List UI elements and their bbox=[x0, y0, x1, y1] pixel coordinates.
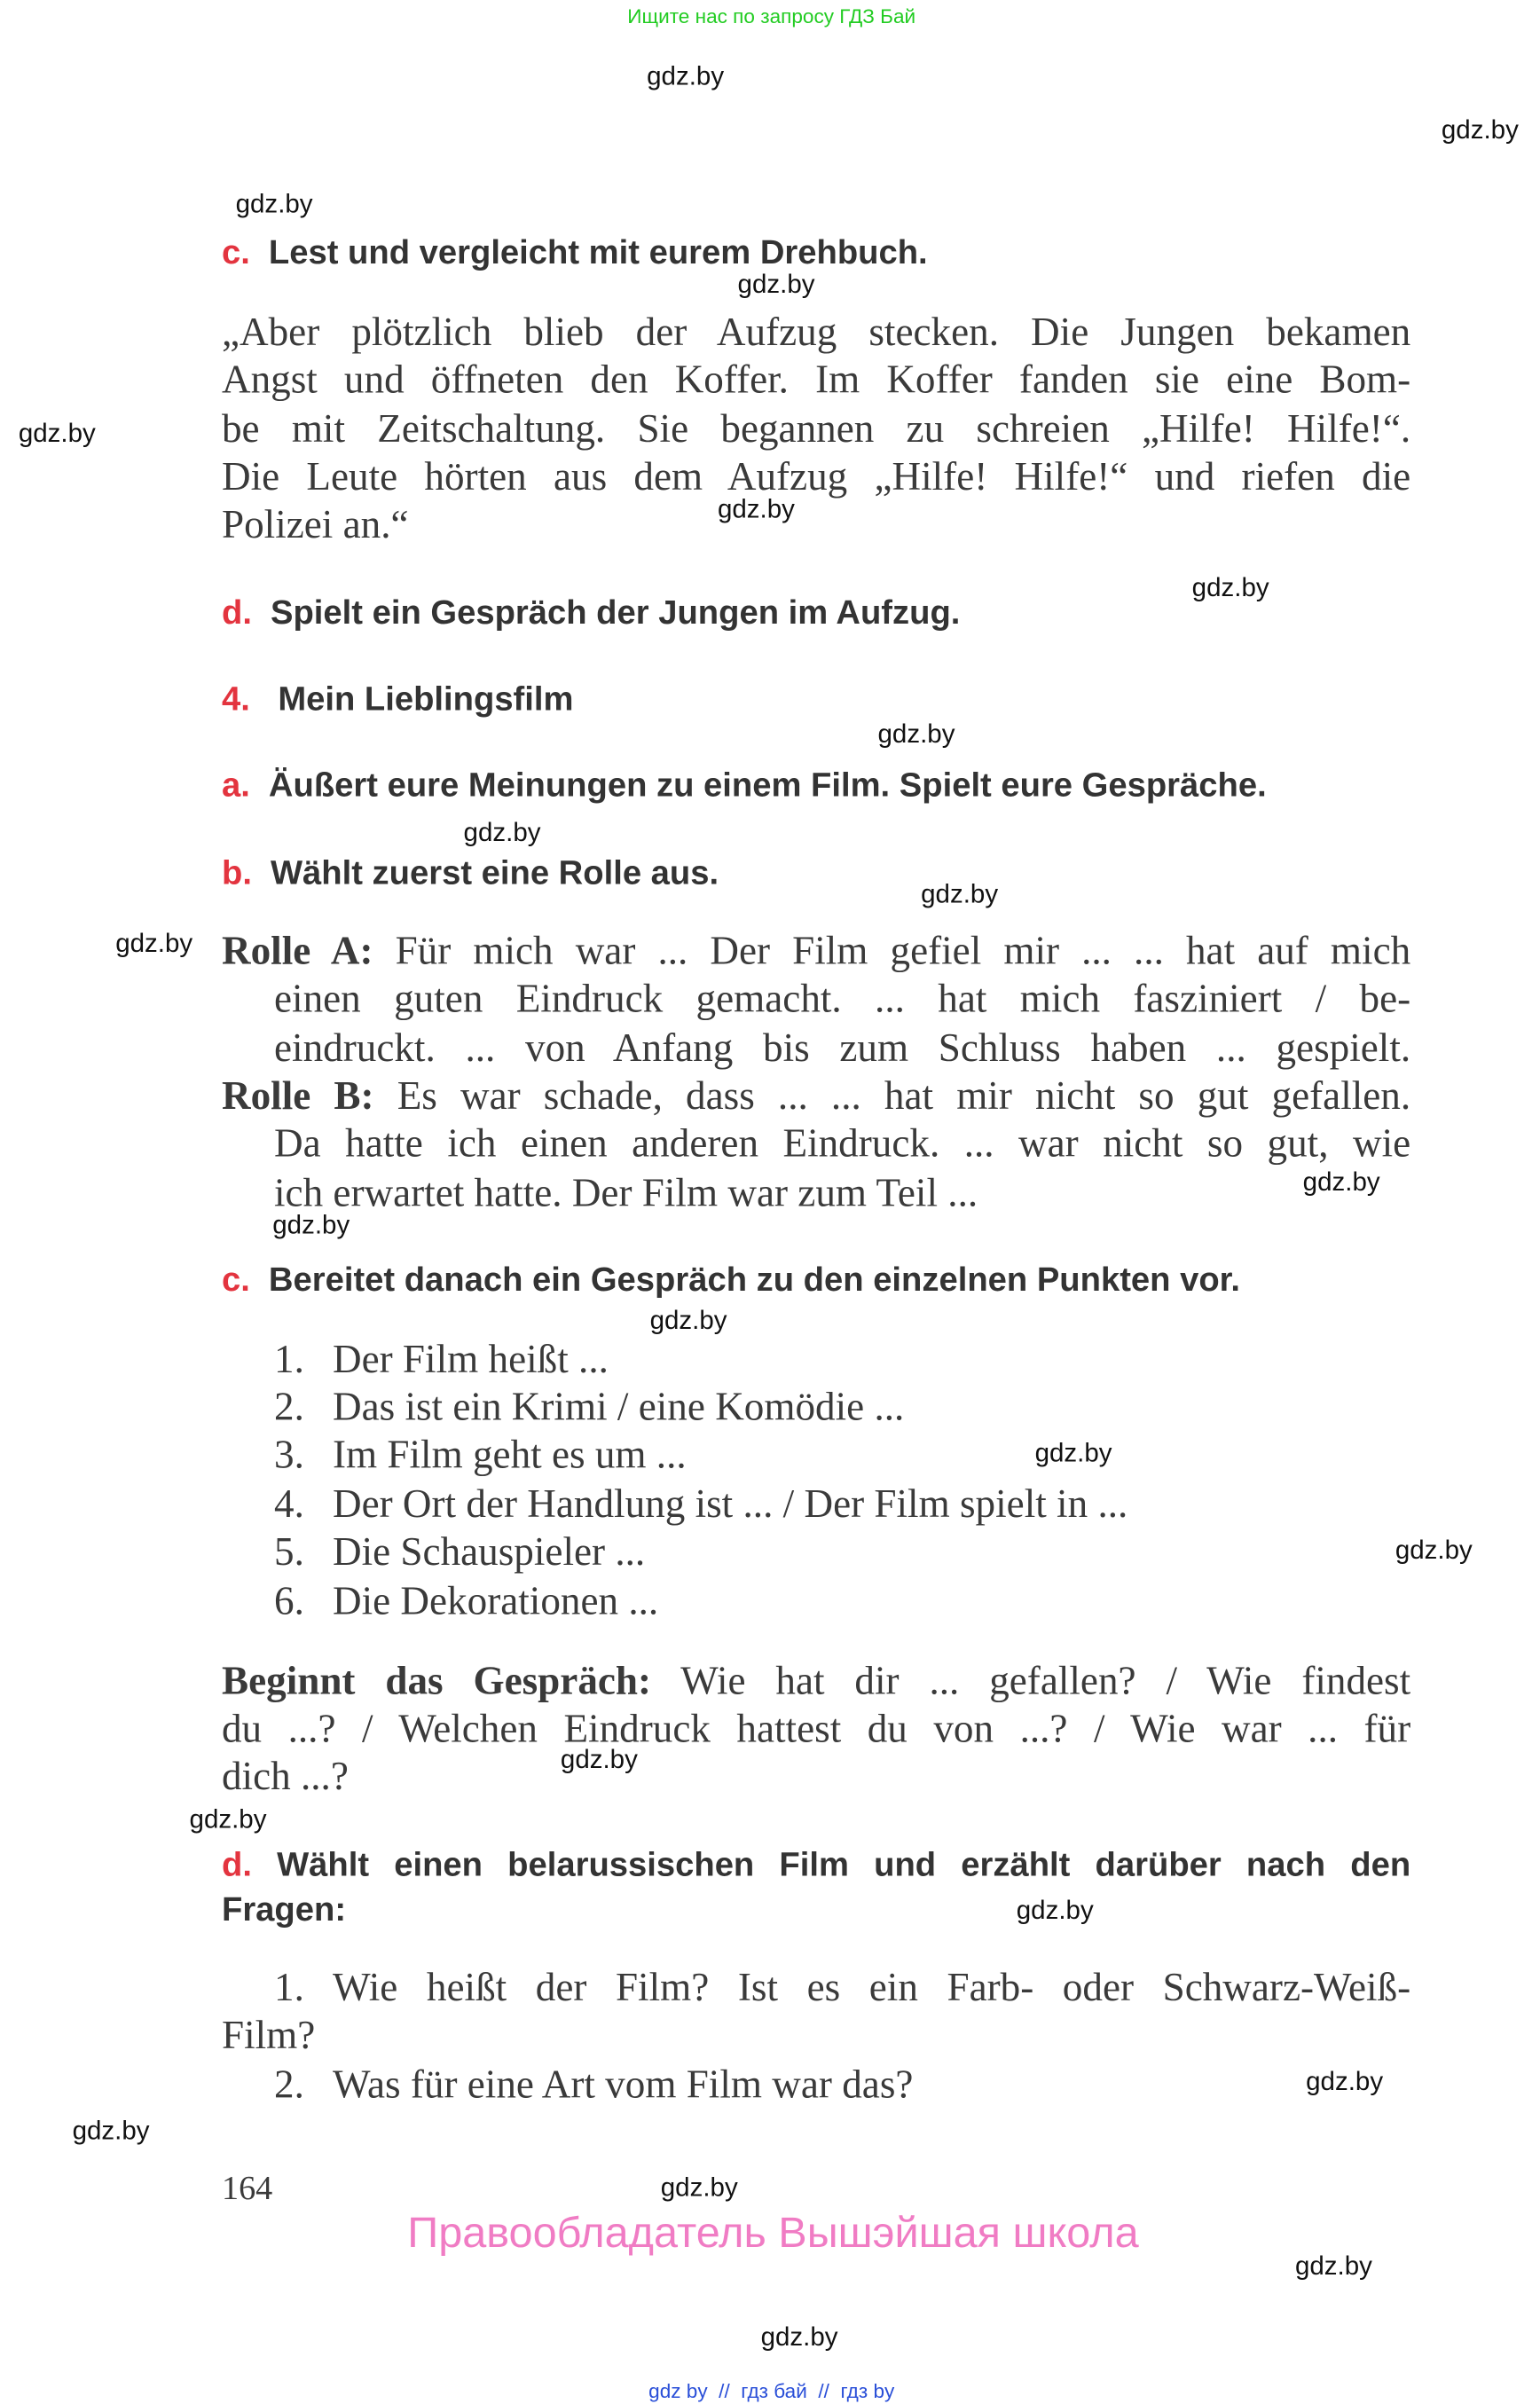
task-title: Wählt zuerst eine Rolle aus. bbox=[270, 852, 719, 892]
task-letter: c. bbox=[221, 1260, 250, 1299]
watermark: gdz.by bbox=[463, 817, 541, 847]
question-item bbox=[274, 2062, 913, 2109]
watermark: gdz.by bbox=[560, 1744, 638, 1774]
role-a-line bbox=[222, 929, 1410, 975]
list-item bbox=[274, 1432, 687, 1478]
task-4a-heading bbox=[222, 766, 1267, 805]
list-item bbox=[274, 1385, 904, 1431]
list-number: 6. bbox=[274, 1578, 304, 1623]
task-4d-heading-cont: Fragen: bbox=[221, 1889, 347, 1929]
list-text: Der Film heißt ... bbox=[332, 1336, 609, 1382]
task-title: Bereitet danach ein Gespräch zu den einzelnen Punkten vor. bbox=[268, 1260, 1241, 1299]
watermark: gdz.by bbox=[1302, 1167, 1380, 1197]
role-b-text: Es war schade, dass ... ... hat mir nicht so gut gefallen. bbox=[397, 1072, 1411, 1119]
watermark: gdz.by bbox=[649, 1306, 727, 1336]
story-line: be mit Zeitschaltung. Sie begannen zu schreien „Hilfe! Hilfe!“. bbox=[221, 406, 1411, 452]
question-item-cont: Film? bbox=[221, 2012, 316, 2058]
task-4c-heading bbox=[222, 1260, 1240, 1300]
watermark: gdz.by bbox=[115, 928, 193, 958]
watermark: gdz.by bbox=[760, 2322, 838, 2352]
list-text: Was für eine Art vom Film war das? bbox=[332, 2062, 914, 2107]
list-text: Die Dekorationen ... bbox=[332, 1578, 659, 1623]
watermark: gdz.by bbox=[737, 269, 815, 299]
role-b-label: Rolle B: bbox=[221, 1072, 374, 1119]
role-b-line bbox=[222, 1073, 1410, 1120]
list-number: 2. bbox=[274, 2062, 304, 2107]
begin-text: Wie hat dir ... gefallen? / Wie findest bbox=[680, 1658, 1411, 1704]
list-text: Der Ort der Handlung ist ... / Der Film spielt in ... bbox=[332, 1481, 1128, 1527]
begin-line: dich ...? bbox=[221, 1754, 349, 1799]
role-b-line: ich erwartet hatte. Der Film war zum Teil ... bbox=[274, 1170, 978, 1215]
watermark: gdz.by bbox=[72, 2116, 150, 2146]
watermark: gdz.by bbox=[1395, 1535, 1473, 1565]
watermark: gdz.by bbox=[717, 494, 795, 524]
role-b-line: Da hatte ich einen anderen Eindruck. ... war nicht so gut, wie bbox=[274, 1120, 1411, 1167]
list-text: Das ist ein Krimi / eine Komödie ... bbox=[332, 1384, 905, 1430]
search-banner[interactable]: Ищите нас по запросу ГДЗ Бай bbox=[627, 4, 916, 28]
role-a-label: Rolle A: bbox=[221, 928, 373, 974]
watermark: gdz.by bbox=[1016, 1896, 1094, 1925]
page-number: 164 bbox=[221, 2168, 273, 2207]
story-line: Angst und öffneten den Koffer. Im Koffer fanden sie eine Bom- bbox=[221, 357, 1411, 403]
footer-links[interactable]: gdz by // гдз бай // гдз by bbox=[648, 2379, 895, 2403]
task-c-heading bbox=[222, 232, 928, 272]
list-number: 1. bbox=[274, 1965, 304, 2010]
role-a-line: einen guten Eindruck gemacht. ... hat mich fasziniert / be- bbox=[274, 976, 1411, 1021]
copyright-notice: Правообладатель Вышэйшая школа bbox=[407, 2208, 1139, 2257]
list-number: 2. bbox=[274, 1384, 304, 1430]
story-line: Polizei an.“ bbox=[221, 501, 409, 547]
task-letter: d. bbox=[221, 593, 252, 632]
task-title: Äußert eure Meinungen zu einem Film. Spielt eure Gespräche. bbox=[268, 765, 1267, 805]
watermark: gdz.by bbox=[1191, 572, 1269, 602]
list-text: Im Film geht es um ... bbox=[332, 1432, 687, 1477]
watermark: gdz.by bbox=[18, 419, 96, 449]
task-title: Mein Lieblingsfilm bbox=[278, 679, 574, 718]
task-letter: b. bbox=[221, 852, 252, 892]
list-item bbox=[274, 1481, 1128, 1528]
watermark: gdz.by bbox=[272, 1210, 350, 1240]
watermark: gdz.by bbox=[647, 61, 725, 91]
watermark: gdz.by bbox=[1306, 2066, 1384, 2096]
list-text: Wie heißt der Film? Ist es ein Farb- oder Schwarz-Weiß- bbox=[332, 1965, 1411, 2010]
story-line: Die Leute hörten aus dem Aufzug „Hilfe! Hilfe!“ und riefen die bbox=[221, 454, 1411, 499]
begin-line: du ...? / Welchen Eindruck hattest du von ...? / Wie war ... für bbox=[221, 1706, 1411, 1751]
list-item bbox=[274, 1337, 609, 1383]
task-4b-heading bbox=[222, 853, 719, 893]
list-item bbox=[274, 1578, 658, 1624]
role-a-line: eindruckt. ... von Anfang bis zum Schluss haben ... gespielt. bbox=[274, 1025, 1411, 1071]
watermark: gdz.by bbox=[235, 189, 313, 219]
task-title: Spielt ein Gespräch der Jungen im Aufzug. bbox=[270, 593, 961, 632]
list-number: 4. bbox=[274, 1481, 304, 1527]
task-letter: a. bbox=[221, 765, 250, 805]
watermark: gdz.by bbox=[1441, 115, 1519, 145]
task-d-heading bbox=[222, 593, 960, 632]
watermark: gdz.by bbox=[660, 2172, 738, 2203]
role-a-text: Für mich war ... Der Film gefiel mir ... ... hat auf mich bbox=[395, 928, 1411, 974]
task-4d-heading bbox=[222, 1845, 1410, 1885]
list-number: 3. bbox=[274, 1432, 304, 1477]
story-line: „Aber plötzlich blieb der Aufzug stecken. Die Jungen bekamen bbox=[221, 309, 1411, 355]
list-text: Die Schauspieler ... bbox=[332, 1528, 646, 1575]
watermark: gdz.by bbox=[1034, 1438, 1112, 1468]
list-number: 1. bbox=[274, 1336, 304, 1382]
watermark: gdz.by bbox=[1294, 2251, 1372, 2282]
list-number: 5. bbox=[274, 1528, 304, 1575]
task-letter: c. bbox=[221, 232, 250, 271]
list-item bbox=[274, 1529, 645, 1575]
begin-label: Beginnt das Gespräch: bbox=[221, 1658, 652, 1704]
task-letter: d. bbox=[221, 1844, 252, 1884]
begin-line bbox=[222, 1659, 1410, 1705]
task-4-heading bbox=[222, 680, 573, 719]
task-number: 4. bbox=[221, 679, 250, 718]
watermark: gdz.by bbox=[921, 879, 999, 909]
task-title: Lest und vergleicht mit eurem Drehbuch. bbox=[268, 232, 928, 271]
task-title: Wählt einen belarussischen Film und erzählt darüber nach den bbox=[277, 1844, 1411, 1884]
watermark: gdz.by bbox=[189, 1804, 267, 1834]
question-item bbox=[274, 1965, 1410, 2011]
watermark: gdz.by bbox=[877, 719, 955, 749]
